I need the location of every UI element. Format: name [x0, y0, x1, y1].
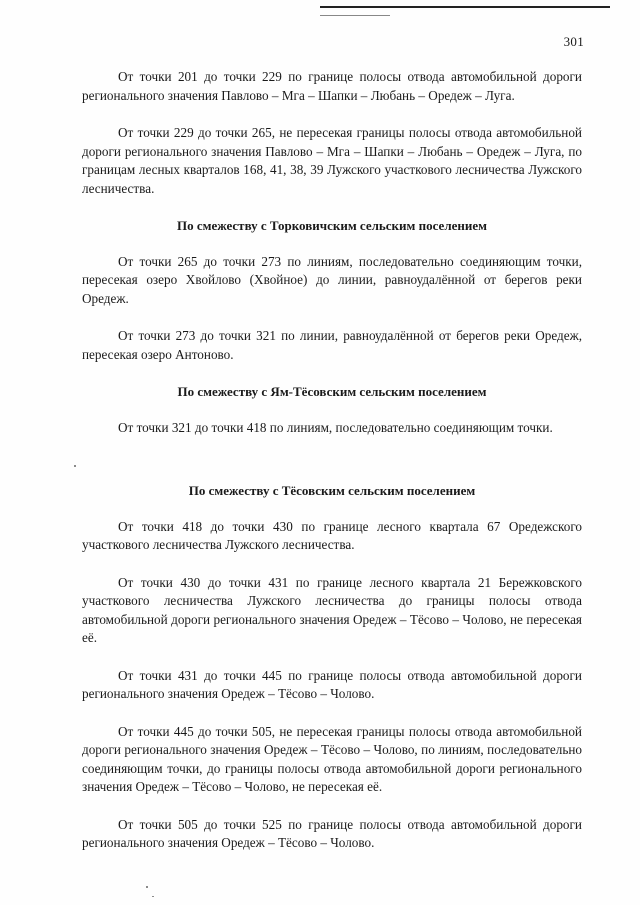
scan-speck: [74, 465, 76, 467]
paragraph-8: От точки 431 до точки 445 по границе полосы отвода автомобильной дороги регионального значения Оредеж – Тёсово – Чолово.: [82, 667, 582, 701]
paragraph-2: От точки 229 до точки 265, не пересекая границы полосы отвода автомобильной дороги регионального значения Павлово – Мга – Шапки – Любань – Оредеж – Луга, по границам лесных кварталов 168, 41, 38, 39 Лужского участкового лесничества Лужского лесничества.: [82, 125, 582, 196]
paragraph-9: От точки 445 до точки 505, не пересекая границы полосы отвода автомобильной дороги регионального значения Оредеж – Тёсово – Чолово, по линиям, последовательно соединяющим точки, до границы полосы отвода автомобильной дороги регионального значения Оредеж – Тёсово – Чолово, не пересекая её.: [82, 723, 582, 794]
top-border-line: [320, 6, 610, 8]
document-body: [82, 68, 582, 853]
section-heading-tesovo: По смежеству с Тёсовским сельским поселением: [188, 483, 476, 498]
paragraph-10: От точки 505 до точки 525 по границе полосы отвода автомобильной дороги регионального значения Оредеж – Тёсово – Чолово.: [82, 816, 582, 850]
paragraph-4: От точки 273 до точки 321 по линии, равноудалённой от берегов реки Оредеж, пересекая озеро Антоново.: [82, 328, 582, 362]
paragraph-1: От точки 201 до точки 229 по границе полосы отвода автомобильной дороги регионального значения Павлово – Мга – Шапки – Любань – Оредеж – Луга.: [82, 69, 582, 103]
scan-speck: [146, 886, 148, 888]
section-heading-torkovichi: По смежеству с Торковичским сельским поселением: [176, 218, 488, 233]
paragraph-5: От точки 321 до точки 418 по линиям, последовательно соединяющим точки.: [118, 419, 553, 435]
page-number: 301: [563, 34, 584, 49]
paragraph-3: От точки 265 до точки 273 по линиям, последовательно соединяющим точки, пересекая озеро Хвойлово (Хвойное) до линии, равноудалённой от берегов реки Оредеж.: [82, 253, 582, 306]
section-heading-yam-tesovo: По смежеству с Ям-Тёсовским сельским поселением: [177, 384, 487, 399]
paragraph-6: От точки 418 до точки 430 по границе лесного квартала 67 Оредежского участкового лесничества Лужского лесничества.: [82, 518, 582, 552]
scan-speck: [152, 896, 154, 897]
paragraph-7: От точки 430 до точки 431 по границе лесного квартала 21 Бережковского участкового лесничества Лужского лесничества до границы полосы отвода автомобильной дороги регионального значения Оредеж – Тёсово – Чолово, не пересекая её.: [82, 574, 582, 645]
top-border-line-thin: [320, 15, 390, 16]
